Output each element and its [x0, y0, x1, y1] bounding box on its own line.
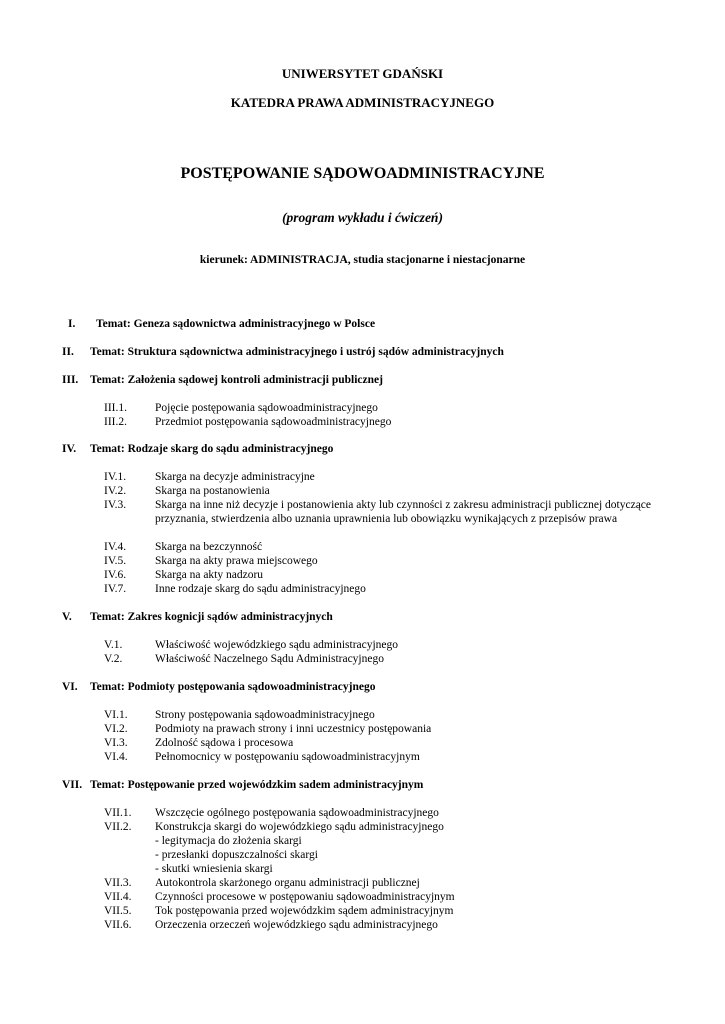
- subtopic-number: V.2.: [104, 653, 123, 665]
- subtopic-text: Skarga na inne niż decyzje i postanowienia akty lub czynności z zakresu administracji publicznej dotyczące przyznania, stwierdzenia albo uznania uprawnienia lub obowiązku wynikających z przepisów prawa: [155, 499, 652, 525]
- topic-number: V.: [62, 611, 72, 623]
- subtopic-text: Właściwość Naczelnego Sądu Administracyjnego: [155, 653, 384, 665]
- topic-title: Temat: Postępowanie przed wojewódzkim sadem administracyjnym: [90, 779, 424, 791]
- topic-title: Temat: Założenia sądowej kontroli administracji publicznej: [90, 374, 383, 386]
- university-name: UNIWERSYTET GDAŃSKI: [281, 66, 444, 81]
- topic-number: II.: [62, 346, 74, 358]
- topic-title: Temat: Zakres kognicji sądów administracyjnych: [90, 611, 333, 623]
- department-name: KATEDRA PRAWA ADMINISTRACYJNEGO: [230, 95, 495, 110]
- subtopic-number: III.2.: [104, 416, 127, 428]
- subtopic-number: IV.6.: [104, 569, 127, 581]
- topic-number: VII.: [62, 779, 83, 791]
- subtopic-number: VI.1.: [104, 709, 128, 721]
- document-title: POSTĘPOWANIE SĄDOWOADMINISTRACYJNE: [180, 165, 545, 182]
- subtopic-number: V.1.: [104, 639, 123, 651]
- subtopic-text: Podmioty na prawach strony i inni uczestnicy postępowania: [155, 723, 432, 735]
- subtopic-number: VI.4.: [104, 751, 128, 763]
- subtopic-number: IV.5.: [104, 555, 127, 567]
- topic-number: VI.: [62, 681, 78, 693]
- subtopic-number: VII.6.: [104, 919, 132, 931]
- topic-number: I.: [68, 318, 76, 330]
- subtopic-text: Skarga na decyzje administracyjne: [155, 471, 315, 483]
- subtopic-text: Czynności procesowe w postępowaniu sądowoadministracyjnym: [155, 891, 455, 903]
- subtopic-number: VII.3.: [104, 877, 132, 889]
- subtopic-text: Skarga na akty prawa miejscowego: [155, 555, 318, 567]
- subtopic-number: VII.4.: [104, 891, 132, 903]
- subtopic-number: VI.3.: [104, 737, 128, 749]
- subtopic-text: Skarga na bezczynność: [155, 541, 263, 553]
- subtopic-text: Konstrukcja skargi do wojewódzkiego sądu administracyjnego: [155, 821, 444, 833]
- subtopic-number: VII.5.: [104, 905, 132, 917]
- topic-number: IV.: [62, 443, 77, 455]
- topic-title: Temat: Podmioty postępowania sądowoadministracyjnego: [90, 681, 376, 693]
- subtopic-number: IV.3.: [104, 499, 127, 511]
- subtopic-text: Skarga na postanowienia: [155, 485, 270, 497]
- subtopic-text: Pojęcie postępowania sądowoadministracyjnego: [155, 402, 378, 414]
- course-info: kierunek: ADMINISTRACJA, studia stacjonarne i niestacjonarne: [199, 254, 526, 266]
- subtopic-number: IV.7.: [104, 583, 127, 595]
- subtopic-text: Tok postępowania przed wojewódzkim sądem administracyjnym: [155, 905, 454, 917]
- subtopic-number: IV.2.: [104, 485, 127, 497]
- subtopic-text: Autokontrola skarżonego organu administracji publicznej: [155, 877, 420, 889]
- topic-title: Temat: Rodzaje skarg do sądu administracyjnego: [90, 443, 334, 455]
- subtopic-number: III.1.: [104, 402, 127, 414]
- subtopic-text: - przesłanki dopuszczalności skargi: [155, 849, 318, 861]
- subtopic-text: Przedmiot postępowania sądowoadministracyjnego: [155, 416, 392, 428]
- subtopic-number: IV.4.: [104, 541, 127, 553]
- subtopic-text: Strony postępowania sądowoadministracyjnego: [155, 709, 375, 721]
- topic-title: Temat: Struktura sądownictwa administracyjnego i ustrój sądów administracyjnych: [90, 346, 504, 358]
- subtopic-text: Właściwość wojewódzkiego sądu administracyjnego: [155, 639, 399, 651]
- subtopic-text: Skarga na akty nadzoru: [155, 569, 264, 581]
- subtopic-text: Orzeczenia orzeczeń wojewódzkiego sądu administracyjnego: [155, 919, 438, 931]
- subtopic-text: Inne rodzaje skarg do sądu administracyjnego: [155, 583, 366, 595]
- document-subtitle: (program wykładu i ćwiczeń): [282, 210, 443, 225]
- subtopic-number: IV.1.: [104, 471, 127, 483]
- subtopic-text: - legitymacja do złożenia skargi: [155, 835, 302, 847]
- subtopic-number: VII.2.: [104, 821, 132, 833]
- subtopic-text: Pełnomocnicy w postępowaniu sądowoadministracyjnym: [155, 751, 420, 763]
- topic-title: Temat: Geneza sądownictwa administracyjnego w Polsce: [96, 318, 376, 330]
- subtopic-number: VII.1.: [104, 807, 132, 819]
- topic-number: III.: [62, 374, 79, 386]
- subtopic-text: Wszczęcie ogólnego postępowania sądowoadministracyjnego: [155, 807, 439, 819]
- subtopic-text: Zdolność sądowa i procesowa: [155, 737, 294, 749]
- subtopic-text: - skutki wniesienia skargi: [155, 863, 273, 875]
- subtopic-number: VI.2.: [104, 723, 128, 735]
